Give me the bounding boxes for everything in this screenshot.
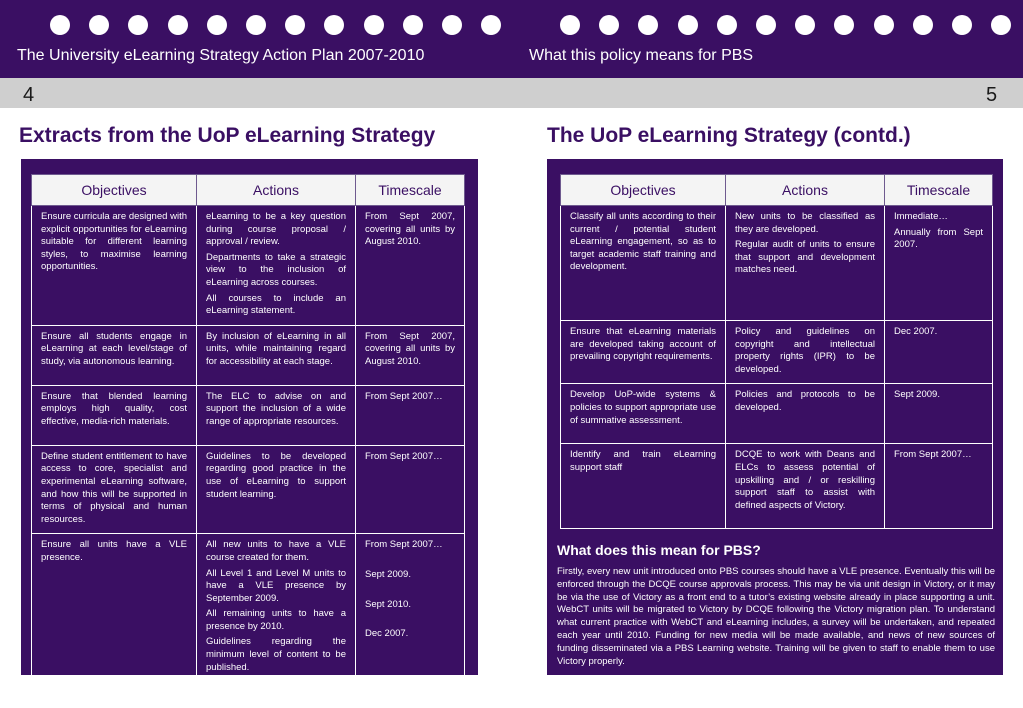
binder-hole	[795, 15, 815, 35]
action-text: All remaining units to have a presence by 2010.	[206, 608, 346, 632]
objective-text: Ensure that blended learning employs high quality, cost effective, media-rich materials.	[41, 390, 187, 427]
objective-text: Ensure all units have a VLE presence.	[41, 539, 187, 563]
table-row	[561, 206, 993, 321]
objective-cell	[32, 325, 197, 385]
action-text: All Level 1 and Level M units to have a VLE presence by September 2009.	[206, 567, 346, 604]
action-text: All courses to include an eLearning statement.	[206, 292, 346, 317]
table-row	[32, 534, 465, 686]
binder-hole	[50, 15, 70, 35]
action-text: All new units to have a VLE course created for them.	[206, 539, 346, 563]
objective-cell	[32, 445, 197, 534]
binder-holes-left	[50, 15, 510, 37]
binder-hole	[991, 15, 1011, 35]
pbs-body-text: Firstly, every new unit introduced onto PBS courses should have a VLE presence. Eventually this will be enforced through the DCQE course approvals process. This may be via unit design in Victory, or it may be via the use of Victory as a front end to a tutor’s existing website already in place supporting a unit. WebCT units will be migrated to Victory by DCQE following the Victory migration plan. To understand what current practice with WebCT and eLearning includes, a survey will be undertaken, and repeated each year until 2010. Funding for new media will be made available, and news of new sources of funding disseminated via a PBS Learning website. Training will be given to staff to enable them to use Victory properly.	[557, 566, 995, 667]
timescale-text: Immediate…	[894, 211, 948, 222]
left-heading: Extracts from the UoP eLearning Strategy	[19, 124, 436, 147]
binder-hole	[952, 15, 972, 35]
page-number-bar	[0, 78, 1023, 108]
action-text: Guidelines to be developed regarding good practice in the use of eLearning to support student learning.	[206, 450, 346, 500]
right-heading: The UoP eLearning Strategy (contd.)	[547, 124, 911, 147]
action-text: DCQE to work with Deans and ELCs to assess potential of upskilling and / or reskilling support staff to assist with defined aspects of Victory.	[735, 449, 875, 511]
col-header-actions: Actions	[726, 175, 885, 206]
right-strategy-table	[560, 174, 993, 529]
binder-hole	[638, 15, 658, 35]
actions-cell	[197, 534, 356, 686]
binder-hole	[717, 15, 737, 35]
page-number-right: 5	[986, 84, 998, 106]
timescale-text: From Sept 2007, covering all units by August 2010.	[365, 330, 455, 367]
col-header-objectives: Objectives	[561, 175, 726, 206]
actions-cell	[197, 325, 356, 385]
timescale-text: From Sept 2007…	[894, 449, 972, 461]
action-text: eLearning to be a key question during course proposal / approval / review.	[206, 211, 346, 248]
table-row	[561, 444, 993, 529]
objective-cell	[32, 534, 197, 686]
binder-holes-right	[560, 15, 1020, 37]
timescale-cell	[885, 384, 993, 444]
table-row	[32, 325, 465, 385]
actions-cell	[726, 206, 885, 321]
timescale-text: Dec 2007.	[365, 628, 409, 640]
binder-hole	[442, 15, 462, 35]
action-text: Policies and protocols to be developed.	[735, 389, 875, 413]
action-text: Guidelines regarding the minimum level of content to be published.	[206, 636, 346, 673]
timescale-cell	[885, 206, 993, 321]
binder-hole	[168, 15, 188, 35]
timescale-text: Dec 2007.	[894, 326, 938, 337]
objective-cell	[561, 206, 726, 321]
actions-cell	[197, 206, 356, 326]
binder-hole	[678, 15, 698, 35]
binder-hole	[324, 15, 344, 35]
objective-text: Ensure all students engage in eLearning at each level/stage of study, via autonomous learning.	[41, 330, 187, 367]
timescale-text: From Sept 2007…	[365, 450, 443, 462]
objective-text: Classify all units according to their current / potential student eLearning engagement, so as to target academic staff training and development.	[570, 211, 716, 273]
left-strategy-table	[31, 174, 465, 686]
timescale-cell	[356, 385, 465, 445]
binder-hole	[874, 15, 894, 35]
timescale-text: Sept 2009.	[894, 389, 940, 401]
binder-hole	[756, 15, 776, 35]
binder-hole	[128, 15, 148, 35]
timescale-text: Sept 2009.	[365, 568, 411, 580]
timescale-cell	[356, 206, 465, 326]
timescale-text: Sept 2010.	[365, 598, 411, 610]
action-text: Policy and guidelines on copyright and intellectual property rights (IPR) to be developed.	[735, 326, 875, 375]
binder-hole	[403, 15, 423, 35]
col-header-timescale: Timescale	[885, 175, 993, 206]
objective-cell	[561, 444, 726, 529]
left-header-title: The University eLearning Strategy Action Plan 2007-2010	[17, 47, 425, 64]
col-header-timescale: Timescale	[356, 175, 465, 206]
page-number-left: 4	[23, 84, 35, 106]
actions-cell	[197, 385, 356, 445]
action-text: Regular audit of units to ensure that support and development matches need.	[735, 239, 875, 276]
timescale-cell	[356, 325, 465, 385]
binder-hole	[599, 15, 619, 35]
timescale-text: From Sept 2007…	[365, 390, 443, 402]
table-row	[32, 206, 465, 326]
binder-hole	[89, 15, 109, 35]
binder-hole	[246, 15, 266, 35]
objective-cell	[32, 385, 197, 445]
objective-cell	[32, 206, 197, 326]
binder-hole	[364, 15, 384, 35]
objective-text: Define student entitlement to have access to core, specialist and experimental eLearning software, and how this will be supported in terms of physical and human resources.	[41, 450, 187, 525]
objective-text: Ensure that eLearning materials are developed taking account of prevailing copyright requirements.	[570, 326, 716, 363]
action-text: New units to be classified as they are developed.	[735, 211, 875, 235]
col-header-actions: Actions	[197, 175, 356, 206]
action-text: Departments to take a strategic view to the inclusion of eLearning across courses.	[206, 251, 346, 288]
col-header-objectives: Objectives	[32, 175, 197, 206]
objective-text: Identify and train eLearning support staff	[570, 449, 716, 473]
actions-cell	[726, 384, 885, 444]
timescale-text: From Sept 2007…	[365, 539, 443, 551]
binder-hole	[560, 15, 580, 35]
timescale-cell	[356, 445, 465, 534]
table-row	[561, 321, 993, 384]
timescale-cell	[356, 534, 465, 686]
objective-cell	[561, 384, 726, 444]
action-text: By inclusion of eLearning in all units, while maintaining regard for accessibility at each stage.	[206, 330, 346, 367]
objective-text: Ensure curricula are designed with explicit opportunities for eLearning suitable for different learning styles, to maximise learning opportunities.	[41, 211, 187, 273]
actions-cell	[726, 444, 885, 529]
binder-hole	[481, 15, 501, 35]
binder-hole	[207, 15, 227, 35]
timescale-text: From Sept 2007, covering all units by August 2010.	[365, 211, 455, 248]
binder-hole	[834, 15, 854, 35]
binder-hole	[913, 15, 933, 35]
pbs-heading: What does this mean for PBS?	[557, 542, 761, 558]
actions-cell	[197, 445, 356, 534]
timescale-cell	[885, 444, 993, 529]
table-row	[561, 384, 993, 444]
timescale-text: Annually from Sept 2007.	[894, 226, 983, 251]
action-text: The ELC to advise on and support the inclusion of a wide range of appropriate resources.	[206, 390, 346, 427]
header-band	[0, 0, 1023, 78]
actions-cell	[726, 321, 885, 384]
table-row	[32, 445, 465, 534]
timescale-cell	[885, 321, 993, 384]
objective-cell	[561, 321, 726, 384]
binder-hole	[285, 15, 305, 35]
table-row	[32, 385, 465, 445]
right-header-title: What this policy means for PBS	[529, 47, 754, 64]
objective-text: Develop UoP-wide systems & policies to support appropriate use of summative assessment.	[570, 389, 716, 426]
